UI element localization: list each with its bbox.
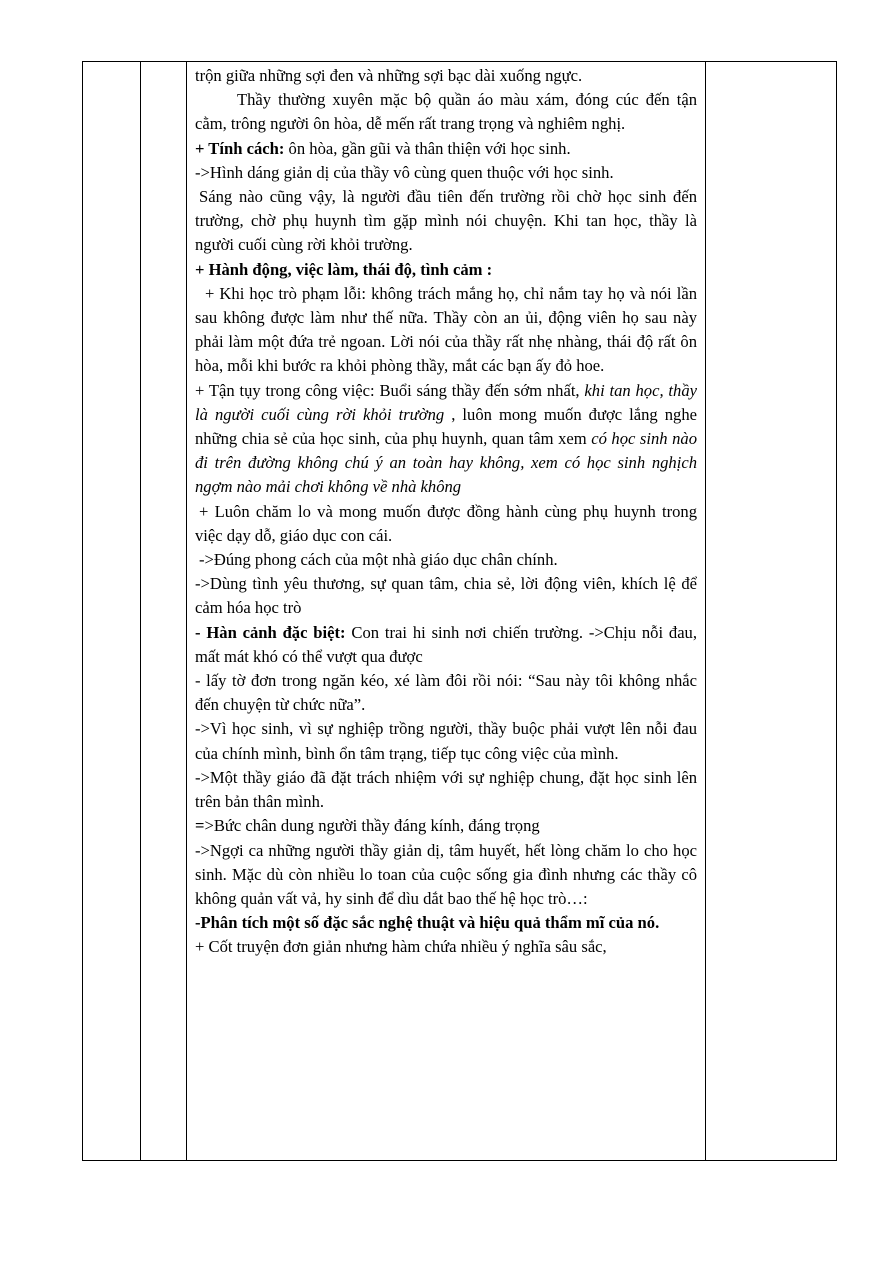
bold-text: + Tính cách: [195, 138, 289, 158]
table-cell-empty-2 [141, 62, 187, 1161]
bold-text: -Phân tích một số đặc sắc nghệ thuật và hiệu quả thẩm mĩ của nó. [195, 913, 660, 933]
paragraph [195, 137, 697, 161]
paragraph [195, 379, 697, 500]
paragraph [195, 185, 697, 258]
text-run: ôn hòa, gần gũi và thân thiện với học sinh. [288, 138, 571, 158]
italic-text: khi tan học, thầy là người cuối cùng rời khỏi trường [195, 380, 697, 424]
paragraph [195, 161, 697, 185]
bold-text: - Hàn cảnh đặc biệt: [195, 622, 346, 642]
table-cell-content [187, 62, 706, 1161]
text-run: ->Ngợi ca những người thầy giản dị, tâm huyết, hết lòng chăm lo cho học sinh. Mặc dù còn nhiều lo toan của cuộc sống gia đình nhưng các thầy cô không quản vất vả, hy sinh để dìu dắt bao thế hệ học trò…: [195, 840, 697, 908]
paragraph [195, 548, 697, 572]
text-run: - lấy tờ đơn trong ngăn kéo, xé làm đôi rồi nói: “Sau này tôi không nhắc đến chuyện từ chức nữa”. [195, 671, 697, 715]
text-run: + Khi học trò phạm lỗi: không trách mắng họ, chỉ nắm tay họ và nói lần sau không được làm như thế nữa. Thầy còn an ủi, động viên họ sau này phải làm một đứa trẻ ngoan. Lời nói của thầy rất nhẹ nhàng, thái độ rất ôn hòa, mỗi khi bước ra khỏi phòng thầy, mắt các bạn ấy đỏ hoe. [195, 283, 697, 376]
bold-text: = [195, 816, 205, 836]
text-run: Sáng nào cũng vậy, là người đầu tiên đến trường rồi chờ học sinh đến trường, chờ phụ huynh tìm gặp mình nói chuyện. Khi tan học, thầy là người cuối cùng rời khỏi trường. [195, 187, 697, 255]
paragraph [195, 814, 697, 838]
content-text [187, 62, 705, 960]
paragraph [195, 500, 697, 548]
bold-text: + Hành động, việc làm, thái độ, tình cảm : [195, 259, 493, 279]
text-run: ->Một thầy giáo đã đặt trách nhiệm với sự nghiệp chung, đặt học sinh lên trên bản thân mình. [195, 767, 697, 812]
text-run: ->Vì học sinh, vì sự nghiệp trồng người, thầy buộc phải vượt lên nỗi đau của chính mình, bình ổn tâm trạng, tiếp tục công việc của mình. [195, 719, 697, 763]
paragraph [195, 766, 697, 814]
text-run: Con trai hi sinh nơi chiến trường. ->Chịu nỗi đau, mất mát khó có thể vượt qua được [195, 622, 697, 666]
text-run: >Bức chân dung người thầy đáng kính, đáng trọng [204, 816, 540, 836]
text-run: ->Dùng tình yêu thương, sự quan tâm, chia sẻ, lời động viên, khích lệ để cảm hóa học trò [195, 574, 697, 618]
text-run: + Cốt truyện đơn giản nhưng hàm chứa nhiều ý nghĩa sâu sắc, [195, 937, 607, 957]
document-table [82, 61, 837, 1161]
italic-text: có học sinh nào đi trên đường không chú ý an toàn hay không, xem có học sinh nghịch ngợm nào mải chơi không về nhà không [195, 429, 697, 497]
text-run: + Luôn chăm lo và mong muốn được đồng hành cùng phụ huynh trong việc dạy dỗ, giáo dục con cái. [195, 501, 697, 545]
table-cell-empty-4 [706, 62, 837, 1161]
paragraph [195, 839, 697, 912]
paragraph [195, 911, 697, 935]
paragraph [195, 572, 697, 620]
table-row [83, 62, 837, 1161]
paragraph [195, 88, 697, 136]
paragraph [195, 669, 697, 717]
paragraph [195, 64, 697, 88]
text-run: ->Hình dáng giản dị của thầy vô cùng quen thuộc với học sinh. [195, 162, 614, 182]
table-cell-empty-1 [83, 62, 141, 1161]
text-run: , luôn mong muốn được lắng nghe những chia sẻ của học sinh, của phụ huynh, quan tâm xem [195, 404, 698, 449]
paragraph [195, 717, 697, 765]
paragraph [195, 935, 697, 959]
text-run: Thầy thường xuyên mặc bộ quần áo màu xám, đóng cúc đến tận cằm, trông người ôn hòa, dễ mến rất trang trọng và nghiêm nghị. [195, 90, 697, 134]
text-run: ->Đúng phong cách của một nhà giáo dục chân chính. [199, 550, 558, 570]
paragraph [195, 258, 697, 282]
paragraph [195, 282, 697, 379]
text-run: trộn giữa những sợi đen và những sợi bạc dài xuống ngực. [195, 66, 583, 85]
text-run: + Tận tụy trong công việc: Buổi sáng thầy đến sớm nhất, [195, 380, 585, 400]
paragraph [195, 621, 697, 669]
